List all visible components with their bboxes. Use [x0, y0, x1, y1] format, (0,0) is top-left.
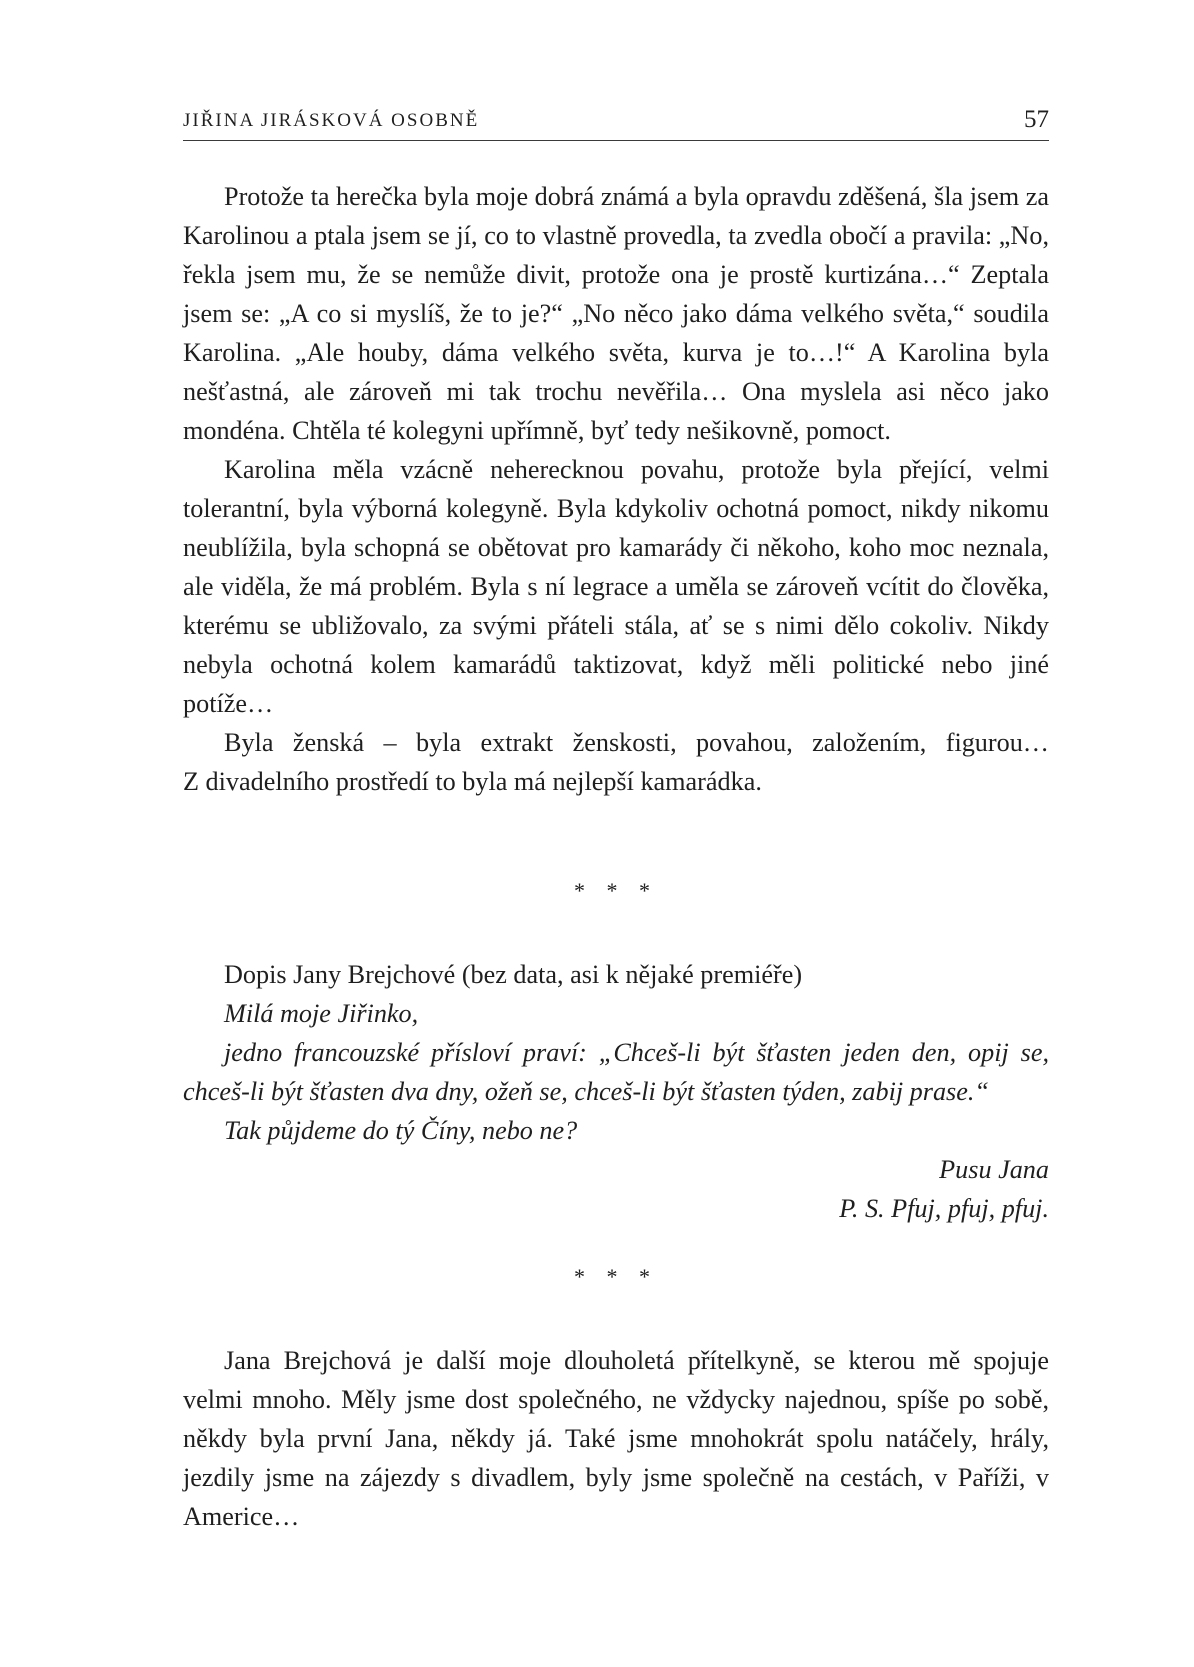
- letter-postscript: P. S. Pfuj, pfuj, pfuj.: [839, 1194, 1049, 1223]
- letter-brejchova: [183, 955, 1049, 1228]
- paragraph: Karolina měla vzácně neherecknou povahu, protože byla přející, velmi tolerantní, byla výborná kolegyně. Byla kdykoliv ochotná pomoct, nikdy nikomu neublížila, byla schopná se obětovat pro kamarády či někoho, koho moc neznala, ale viděla, že má problém. Byla s ní legrace a uměla se zároveň vcítit do člověka, kterému se ubližovalo, za svými přáteli stála, ať se s nimi dělo cokoliv. Nikdy nebyla ochotná kolem kamarádů taktizovat, když měli politické nebo jiné potíže…: [183, 455, 1049, 718]
- paragraph: Protože ta herečka byla moje dobrá známá a byla opravdu zděšená, šla jsem za Karolinou a ptala jsem se jí, co to vlastně provedla, ta zvedla obočí a pravila: „No, řekla jsem mu, že se nemůže divit, protože ona je prostě kurtizána…“ Zeptala jsem se: „A co si myslíš, že to je?“ „No něco jako dáma velkého světa,“ soudila Karolina. „Ale houby, dáma velkého světa, kurva je to…!“ A Karolina byla nešťastná, ale zároveň mi tak trochu nevěřila… Ona myslela asi něco jako mondéna. Chtěla té kolegyni upřímně, byť tedy nešikovně, pomoct.: [183, 182, 1049, 445]
- section-jana: [183, 1341, 1049, 1536]
- running-head: [183, 100, 1049, 141]
- letter-salutation: Milá moje Jiřinko,: [224, 999, 419, 1028]
- section-karolina: [183, 177, 1049, 801]
- section-separator: * * *: [574, 1264, 658, 1289]
- paragraph: Byla ženská – byla extrakt ženskosti, povahou, založením, figurou…: [224, 728, 1049, 757]
- section-separator: * * *: [574, 878, 658, 903]
- letter-question: Tak půjdeme do tý Číny, nebo ne?: [224, 1116, 578, 1145]
- letter-signature: Pusu Jana: [939, 1155, 1049, 1184]
- letter-body: jedno francouzské přísloví praví: „Chceš-li být šťasten jeden den, opij se, chceš-li být šťasten dva dny, ožeň se, chceš-li být šťasten týden, zabij prase.“: [183, 1038, 1049, 1106]
- letter-intro: Dopis Jany Brejchové (bez data, asi k nějaké premiéře): [224, 960, 803, 989]
- page-number: 57: [1024, 106, 1049, 133]
- paragraph: Z divadelního prostředí to byla má nejlepší kamarádka.: [183, 767, 762, 796]
- running-head-title: JIŘINA JIRÁSKOVÁ OSOBNĚ: [183, 110, 480, 131]
- paragraph: Jana Brejchová je další moje dlouholetá přítelkyně, se kterou mě spojuje velmi mnoho. Měly jsme dost společného, ne vždycky najednou, spíše po sobě, někdy byla první Jana, někdy já. Také jsme mnohokrát spolu natáčely, hrály, jezdily jsme na zájezdy s divadlem, byly jsme společně na cestách, v Paříži, v Americe…: [183, 1346, 1049, 1531]
